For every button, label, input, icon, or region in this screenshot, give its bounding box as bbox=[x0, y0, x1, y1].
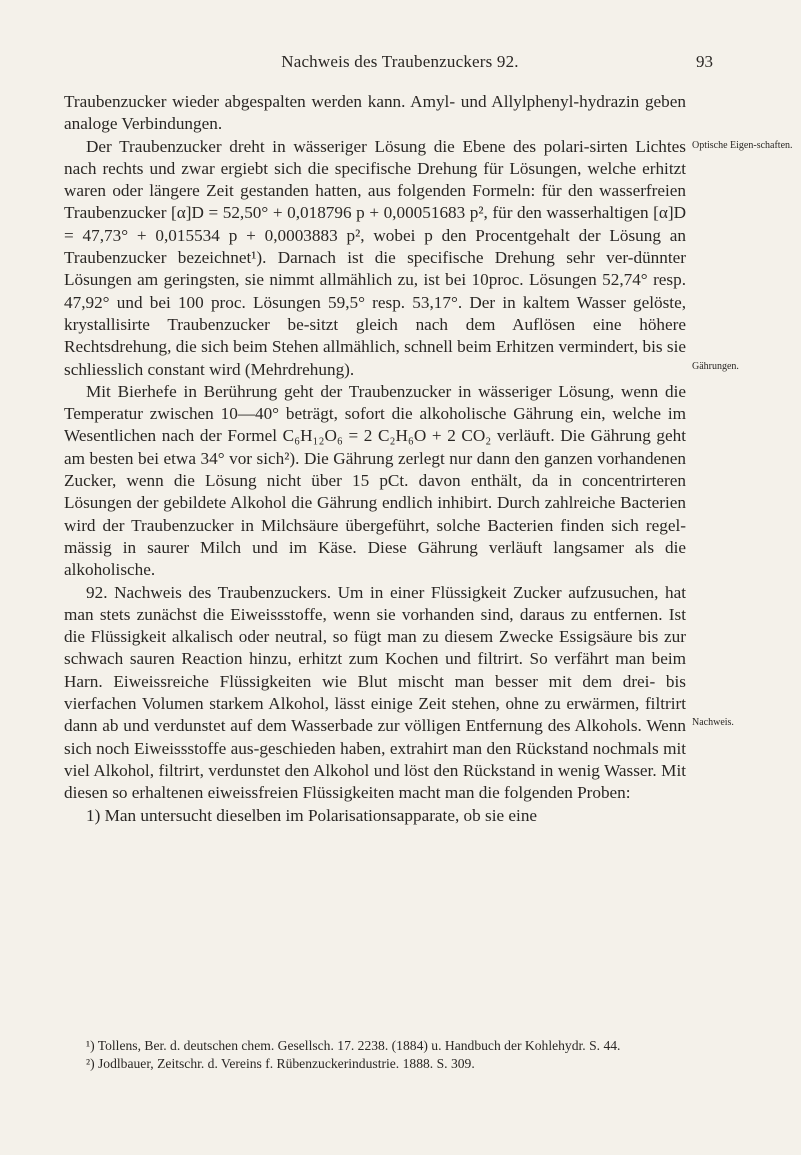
paragraph-test-1: 1) Man untersucht dieselben im Polarisationsapparate, ob sie eine bbox=[86, 805, 538, 825]
paragraph-intro: Traubenzucker wieder abgespalten werden kann. Amyl- und Allylphenyl-hydrazin geben analoge Verbindungen. bbox=[64, 92, 686, 134]
main-text bbox=[64, 91, 686, 827]
paragraph-detection: 92. Nachweis des Traubenzuckers. Um in einer Flüssigkeit Zucker aufzusuchen, hat man stets zunächst die Eiweissstoffe, wenn sie vorhanden sind, daraus zu entfernen. Ist die Flüssigkeit alkalisch oder neutral, so fügt man zu diesem Zwecke Essigsäure bis zur schwach sauren Reaction hinzu, erhitzt zum Kochen und filtrirt. So verfährt man beim Harn. Eiweissreiche Flüssigkeiten wie Blut mischt man besser mit dem drei- bis vierfachen Volumen starkem Alkohol, lässt einige Zeit stehen, ohne zu erwärmen, filtrirt dann ab und verdunstet auf dem Wasserbade zur völligen Entfernung des Alkohols. Wenn sich noch Eiweissstoffe aus-geschieden haben, extrahirt man den Rückstand nochmals mit viel Alkohol, filtrirt, verdunstet den Alkohol und löst den Rückstand in wenig Wasser. Mit diesen so erhaltenen eiweissfreien Flüssigkeiten macht man die folgenden Proben: bbox=[64, 582, 686, 803]
margin-note-fermentation: Gährungen. bbox=[692, 361, 739, 372]
paragraph-optical-rotation: Der Traubenzucker dreht in wässeriger Lösung die Ebene des polari-sirten Lichtes nach rechts und zwar ergiebt sich die specifische Drehung für Lösungen, welche erhitzt waren oder längere Zeit gestanden hatten, aus folgenden Formeln: für den wasserfreien Traubenzucker [α]D = 52,50° + 0,018796 p + 0,00051683 p², für den wasserhaltigen [α]D = 47,73° + 0,015534 p + 0,0003883 p², wobei p den Procentgehalt der Lösung an Traubenzucker bezeichnet¹). Darnach ist die specifische Drehung sehr ver-dünnter Lösungen am geringsten, sie nimmt allmählich zu, ist bei 10proc. Lösungen 52,74° resp. 47,92° und bei 100 proc. Lösungen 59,5° resp. 53,17°. Der in kaltem Wasser gelöste, krystallisirte Traubenzucker be-sitzt gleich nach dem Auflösen eine höhere Rechtsdrehung, die sich beim Stehen allmählich, schnell beim Erhitzen vermindert, bis sie schliesslich constant wird (Mehrdrehung). bbox=[64, 136, 686, 379]
page-header bbox=[0, 52, 801, 76]
footnotes bbox=[64, 1037, 686, 1073]
margin-note-detection: Nachweis. bbox=[692, 717, 734, 728]
running-title: Nachweis des Traubenzuckers 92. bbox=[281, 52, 519, 71]
page-number: 93 bbox=[696, 52, 713, 71]
margin-note-optical: Optische Eigen-schaften. bbox=[692, 140, 793, 151]
paragraph-fermentation: Mit Bierhefe in Berührung geht der Traubenzucker in wässeriger Lösung, wenn die Temperatur zwischen 10—40° beträgt, sofort die alkoholische Gährung ein, welche im Wesentlichen nach der Formel C₆H₁₂O₆ = 2 C₂H₆O + 2 CO₂ verläuft. Die Gährung geht am besten bei etwa 34° vor sich²). Die Gährung zerlegt nur dann den ganzen vorhandenen Zucker, wenn die Lösung nicht über 15 pCt. davon enthält, da in concentrirteren Lösungen der gebildete Alkohol die Gährung endlich inhibirt. Durch zahlreiche Bacterien wird der Traubenzucker in Milchsäure übergeführt, solche Bacterien finden sich regel-mässig in saurer Milch und im Käse. Diese Gährung verläuft langsamer als die alkoholische. bbox=[64, 381, 686, 580]
footnote-1: ¹) Tollens, Ber. d. deutschen chem. Gesellsch. 17. 2238. (1884) u. Handbuch der Kohlehydr. S. 44. bbox=[86, 1038, 621, 1053]
footnote-2: ²) Jodlbauer, Zeitschr. d. Vereins f. Rübenzuckerindustrie. 1888. S. 309. bbox=[86, 1056, 475, 1071]
